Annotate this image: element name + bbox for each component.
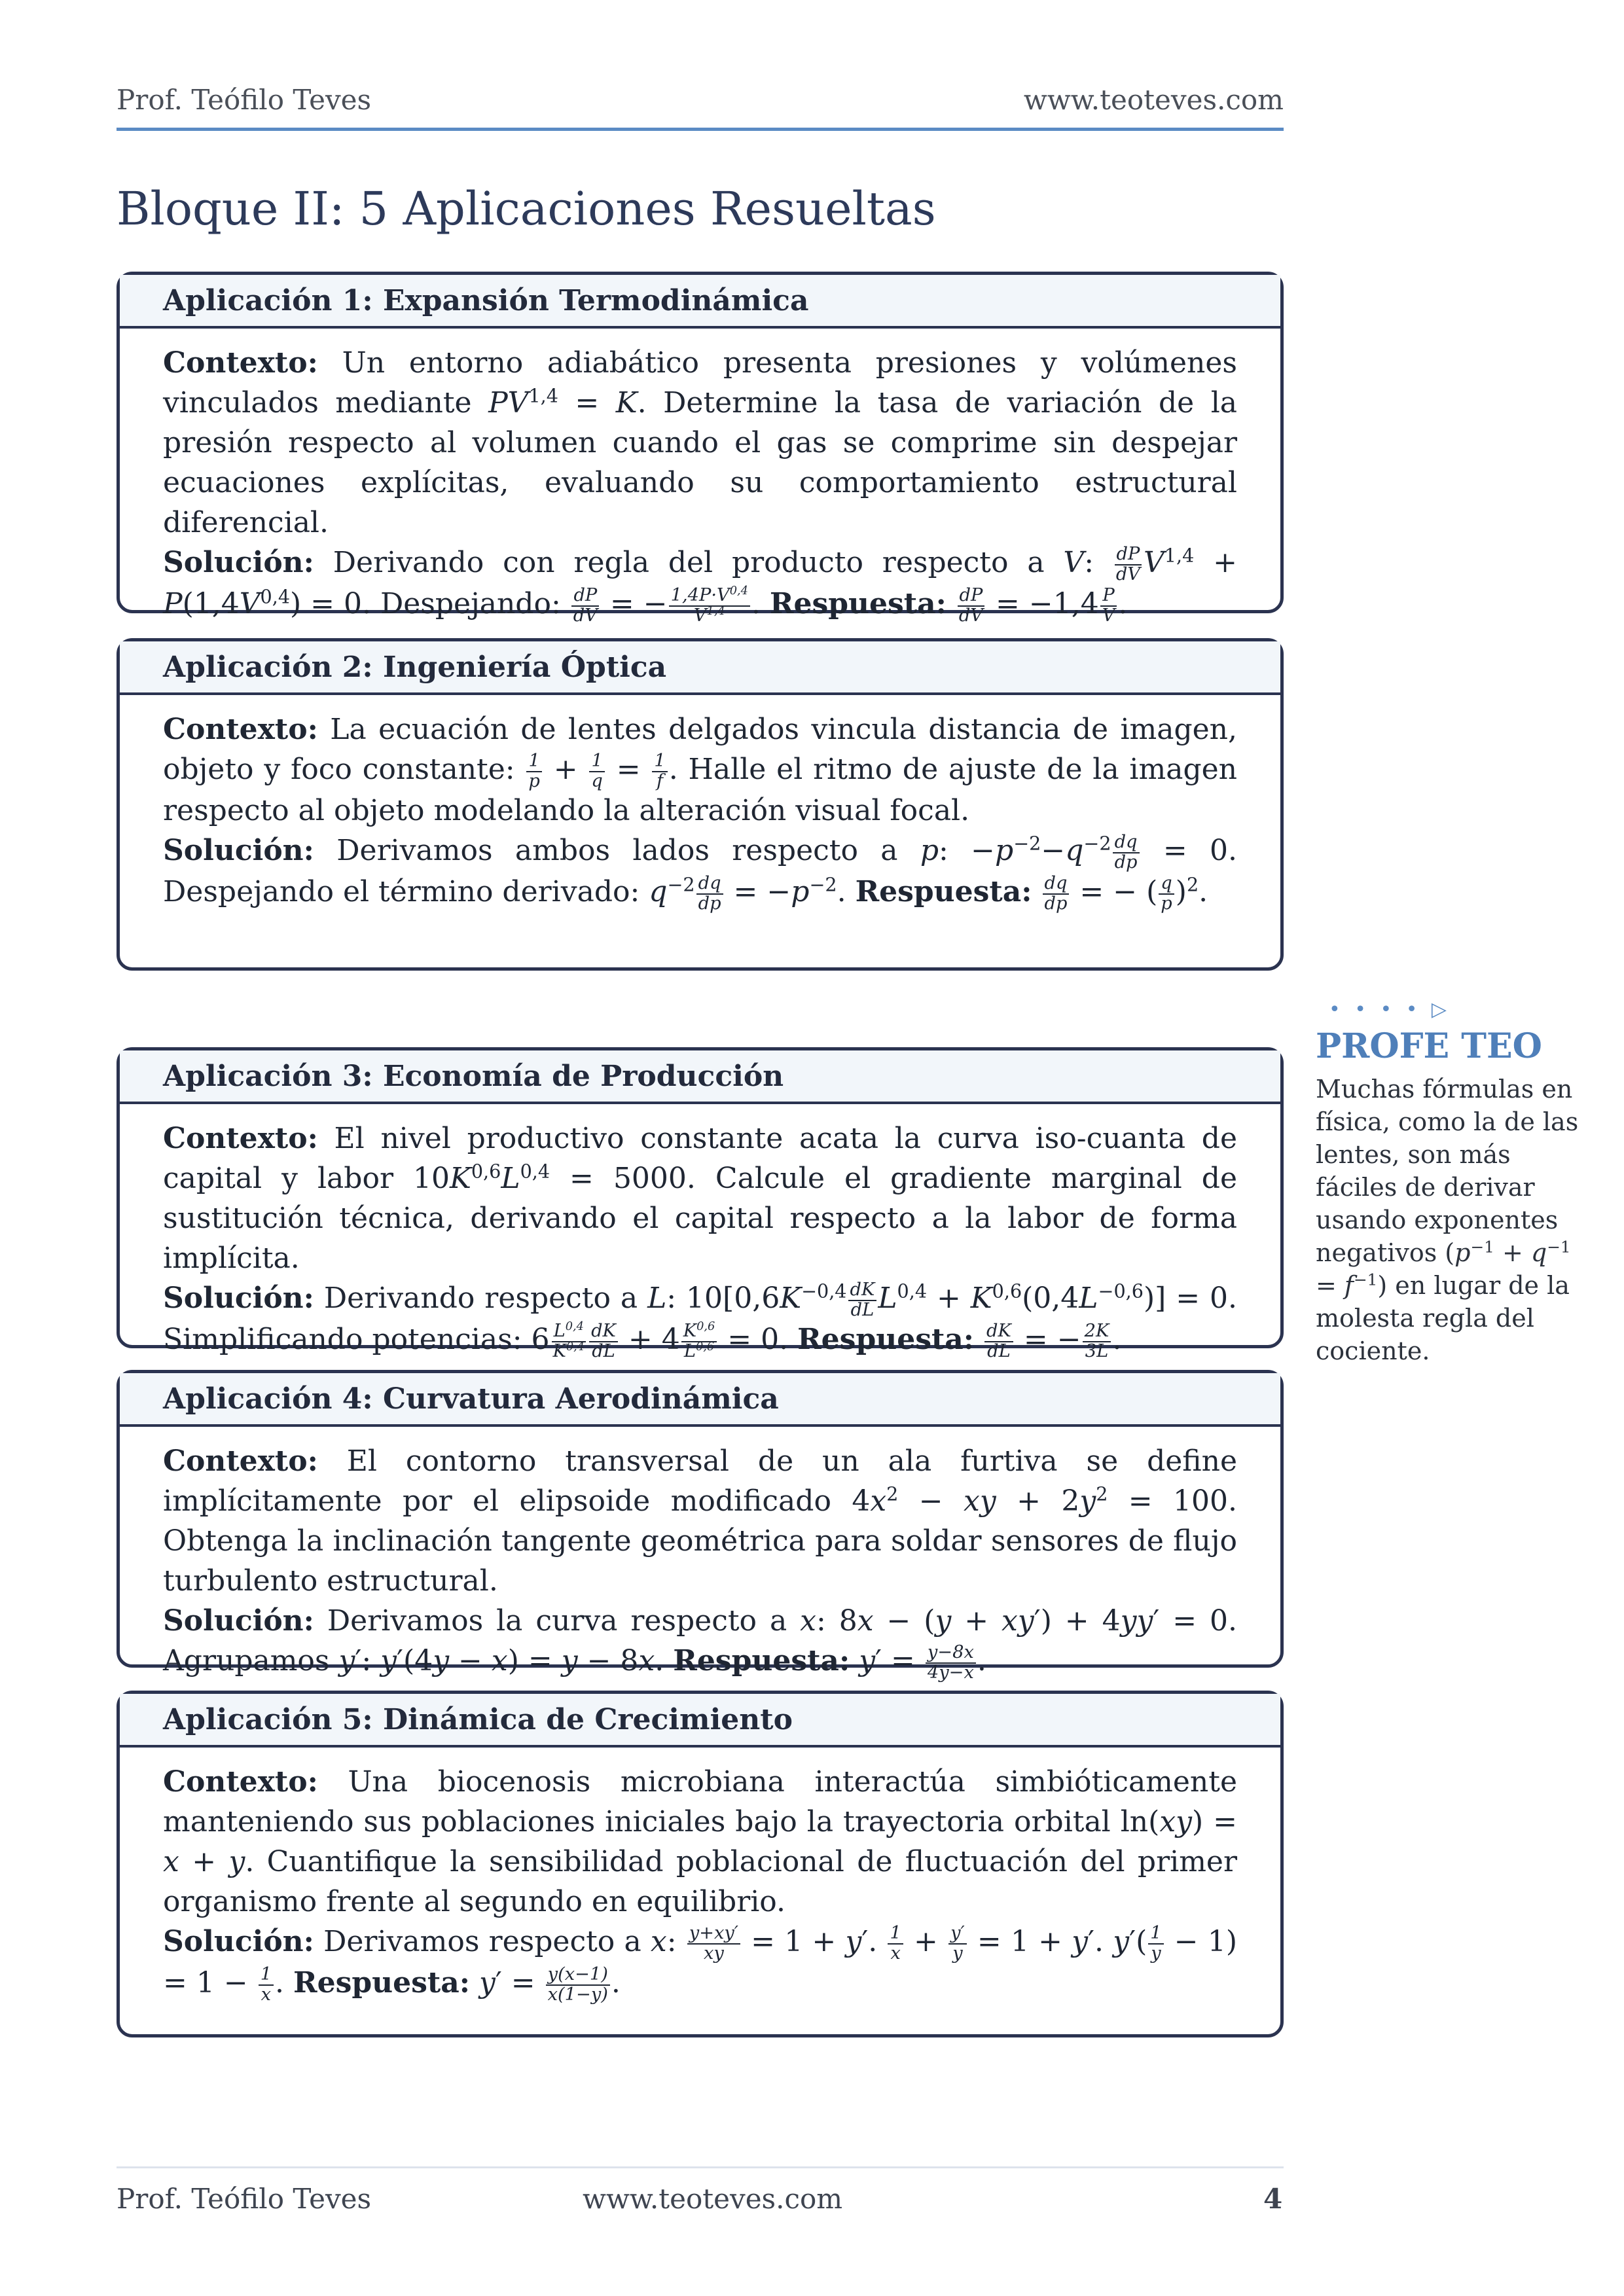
solution-paragraph: Solución: Derivando respecto a L: $10[0,6K^{-0,4}$ $\frac{dK}{dL}$ $L^{0,4} + K^{0,6}(0,4L^{-0,6})] = 0$. Simplificando potencias: 6 $\frac{L^{0,4}}{K^{0,4}}$ $\frac{dK}{dL}$ + 4 $\frac{K^{0,6}}{L^{0,6}}$ = 0. Respuesta: $\frac{dK}{dL}$ = − $\frac{2K}{3L}$ . [163,1279,1237,1361]
application-card-4 [117,1370,1284,1683]
header-rule [117,128,1284,131]
application-heading: Aplicación 2: Ingeniería Óptica [120,641,1280,695]
application-heading: Aplicación 5: Dinámica de Crecimiento [120,1694,1280,1748]
solution-label: Solución: [163,834,314,868]
context-label: Contexto: [163,346,318,380]
solution-label: Solución: [163,1282,314,1315]
context-paragraph: Contexto: Una biocenosis microbiana interactúa simbióticamente manteniendo sus poblaciones iniciales bajo la trayectoria orbital ln(xy) = x + y. Cuantifique la sensibilidad poblacional de fluctuación del primer organismo frente al segundo en equilibrio. [163,1765,1238,1918]
page-title: Bloque II: 5 Aplicaciones Resueltas [117,182,936,236]
context-paragraph: Contexto: Un entorno adiabático presenta presiones y volúmenes vinculados mediante PV$^{1,4}$ = K. Determine la tasa de variación de la presión respecto al volumen cuando el gas se comprime sin despejar ecuaciones explícitas, evaluando su comportamiento estructural diferencial. [163,346,1237,539]
application-body [120,695,1280,926]
context-label: Contexto: [163,713,318,746]
answer-label: Respuesta: [293,1966,470,2000]
solution-label: Solución: [163,1604,314,1638]
answer-label: Respuesta: [769,587,947,621]
context-label: Contexto: [163,1122,318,1155]
solution-paragraph: Solución: Derivamos la curva respecto a x: 8x − (y + xy′) + 4yy′ = 0. Agrupamos y′: y′(4y − x) = y − 8x. Respuesta: y′ = $\frac{y-8x}{4y-x}$ . [163,1604,1238,1683]
context-paragraph: Contexto: La ecuación de lentes delgados vincula distancia de imagen, objeto y foco constante: $\frac{1}{p}$ + $\frac{1}{q}$ = $\frac{1}{f}$ . Halle el ritmo de ajuste de la imagen respecto al objeto modelando la alteración visual focal. [163,713,1238,828]
note-arrow-icon: • • • • ▷ [1329,998,1451,1021]
application-body [120,329,1280,638]
answer-label: Respuesta: [673,1644,850,1677]
application-heading: Aplicación 1: Expansión Termodinámica [120,275,1280,329]
context-paragraph: Contexto: El nivel productivo constante acata la curva iso-cuanta de capital y labor $10K^{0,6}L^{0,4} = 5000$. Calcule el gradiente marginal de sustitución técnica, derivando el capital respecto a la labor de forma implícita. [163,1122,1237,1275]
margin-note [1316,998,1591,1367]
context-label: Contexto: [163,1765,318,1799]
header-site: www.teoteves.com [1023,84,1284,116]
note-title: PROFE TEO [1316,1026,1542,1066]
application-body [120,1427,1280,1695]
application-heading: Aplicación 4: Curvatura Aerodinámica [120,1373,1280,1427]
context-paragraph: Contexto: El contorno transversal de un ala furtiva se define implícitamente por el elipsoide modificado $4x^2$ − xy + $2y^2 = 100$. Obtenga la inclinación tangente geométrica para soldar sensores de flujo turbulento estructural. [163,1444,1238,1598]
note-text: Muchas fórmulas en física, como la de las lentes, son más fáciles de derivar usando exponentes negativos $(p^{-1} + q^{-1} = f^{-1})$ en lugar de la molesta regla del cociente. [1316,1075,1579,1365]
application-body [120,1104,1280,1374]
application-card-1 [117,272,1284,626]
answer-label: Respuesta: [797,1323,975,1357]
answer-label: Respuesta: [855,875,1032,909]
page-number: 4 [1263,2183,1283,2215]
header-author: Prof. Teófilo Teves [117,84,372,116]
solution-paragraph: Solución: Derivamos ambos lados respecto a p: $-p^{-2}-q^{-2}$ $\frac{dq}{dp}$ = 0. Despejando el término derivado: $q^{-2}$ $\frac{dq}{dp}$ = $-p^{-2}$. Respuesta: $\frac{dq}{dp}$ = − ( $\frac{q}{p}$ )$^2$. [163,832,1238,914]
footer-site: www.teoteves.com [583,2183,843,2215]
solution-label: Solución: [163,546,314,579]
application-card-5 [117,1691,1284,2037]
footer-author: Prof. Teófilo Teves [117,2183,372,2215]
context-label: Contexto: [163,1444,318,1478]
application-card-2 [117,638,1284,971]
application-card-3 [117,1047,1284,1361]
application-heading: Aplicación 3: Economía de Producción [120,1050,1280,1104]
application-body [120,1748,1280,2017]
solution-paragraph: Solución: Derivando con regla del producto respecto a V: $\frac{dP}{dV}$ $V^{1,4} + P(1,4V^{0,4}) = 0$. Despejando: $\frac{dP}{dV}$ = − $\frac{1,4P\cdot V^{0,4}}{V^{1,4}}$ . Respuesta: $\frac{dP}{dV}$ = −1,4 $\frac{P}{V}$ . [163,543,1237,626]
solution-label: Solución: [163,1925,314,1958]
footer-rule [117,2166,1284,2168]
solution-paragraph: Solución: Derivamos respecto a x: $\frac{y+xy'}{xy}$ = 1 + y′. $\frac{1}{x}$ + $\frac{y'}{y}$ = 1 + y′. y′( $\frac{1}{y}$ − 1) = 1 − $\frac{1}{x}$ . Respuesta: y′ = $\frac{y(x-1)}{x(1-y)}$ . [163,1922,1237,2005]
